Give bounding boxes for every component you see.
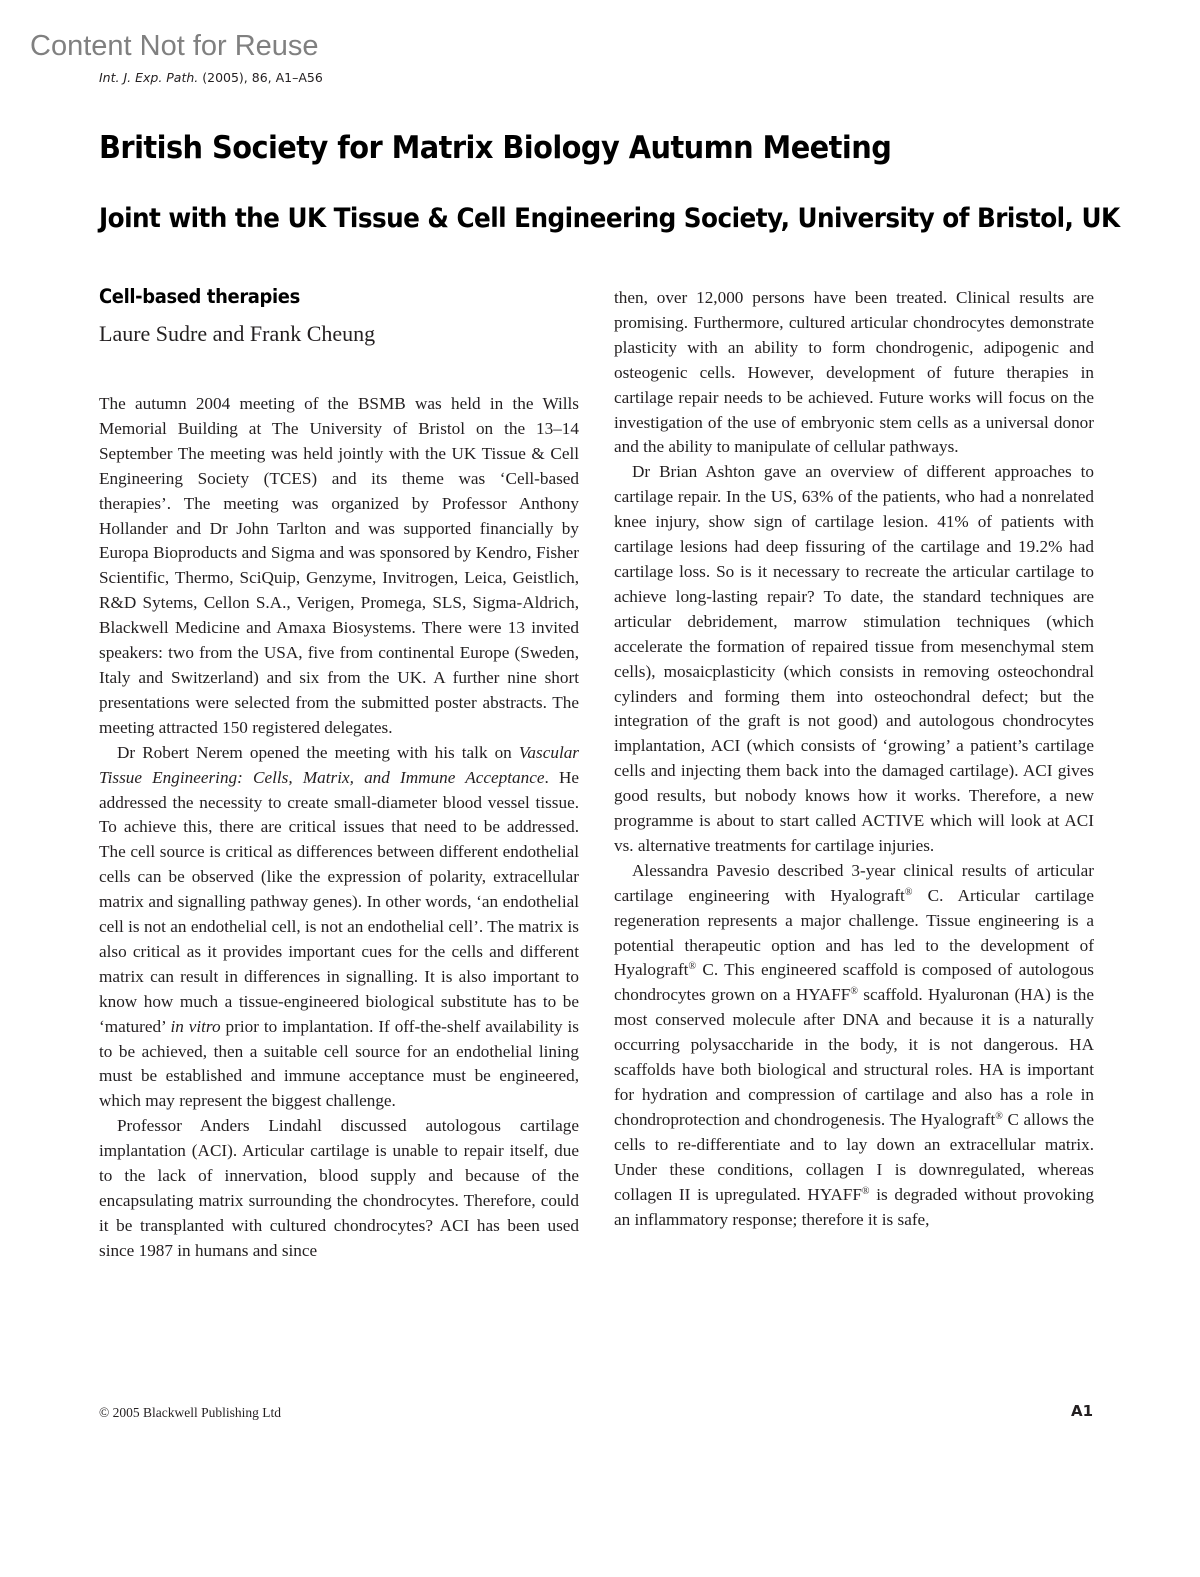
text-segment: Alessandra Pavesio described 3-year clinical results of articular cartilage engineering with Hyalograft bbox=[614, 860, 1094, 905]
paragraph-continued: then, over 12,000 persons have been treated. Clinical results are promising. Furthermore, cultured articular chondrocytes demonstrate plasticity with an ability to form chondrogenic, adipogenic and osteogenic cells. However, development of future therapies in cartilage repair needs to be achieved. Future works will focus on the investigation of the use of embryonic stem cells as a universal donor and the ability to manipulate of cellular pathways. bbox=[614, 288, 1094, 457]
section-heading: Cell-based therapies bbox=[99, 285, 300, 308]
journal-name: Int. J. Exp. Path. bbox=[99, 70, 199, 85]
talk-title: Vascular Tissue Engineering: Cells, Matrix, and Immune Acceptance bbox=[99, 742, 579, 787]
text-segment: C. Articular cartilage regeneration represents a major challenge. Tissue engineering is a potential therapeutic option and has led to the development of Hyalograft bbox=[614, 885, 1094, 980]
text-segment: is degraded without provoking an inflammatory response; therefore it is safe, bbox=[614, 1184, 1094, 1229]
page-subtitle: Joint with the UK Tissue & Cell Engineering Society, University of Bristol, UK bbox=[99, 203, 1120, 234]
italic-term: in vitro bbox=[170, 1016, 221, 1036]
authors: Laure Sudre and Frank Cheung bbox=[99, 321, 376, 346]
page-number: A1 bbox=[1071, 1402, 1094, 1420]
text-segment: Dr Robert Nerem opened the meeting with his talk on bbox=[117, 742, 519, 762]
text-segment: . He addressed the necessity to create small-diameter blood vessel tissue. To achieve this, there are critical issues that need to be addressed. The cell source is critical as differences between different endothelial cells can be observed (like the expression of polarity, extracellular matrix and signalling pathway genes). In other words, ‘an endothelial cell is not an endothelial cell, is not an endothelial cell’. The matrix is also critical as it provides important cues for the cells and different matrix can result in differences in signalling. It is also important to know how much a tissue-engineered biological substitute has to be ‘matured’ bbox=[99, 767, 579, 1036]
registered-mark: ® bbox=[904, 886, 913, 898]
registered-mark: ® bbox=[850, 986, 858, 998]
paragraph-pavesio bbox=[614, 859, 1094, 1233]
page-title: British Society for Matrix Biology Autumn Meeting bbox=[99, 130, 892, 166]
registered-mark: ® bbox=[861, 1185, 870, 1197]
watermark: Content Not for Reuse bbox=[30, 30, 319, 62]
right-column bbox=[614, 286, 1094, 1232]
text-segment: prior to implantation. If off-the-shelf availability is to be achieved, then a suitable cell source for an endothelial lining must be established and immune acceptance must be engineered, which may represent the biggest challenge. bbox=[99, 1016, 579, 1111]
text-segment: scaffold. Hyaluronan (HA) is the most conserved molecule after DNA and because it is a naturally occurring polysaccharide in the body, it is not dangerous. HA scaffolds have both biological and structural roles. HA is important for hydration and compression of cartilage and also has a role in chondroprotection and chondrogenesis. The Hyalograft bbox=[614, 985, 1094, 1129]
left-column bbox=[99, 284, 579, 1264]
text-segment: C. This engineered scaffold is composed of autologous chondrocytes grown on a HYAFF bbox=[614, 960, 1094, 1005]
running-head bbox=[99, 70, 323, 85]
paragraph-lindahl: Professor Anders Lindahl discussed autologous cartilage implantation (ACI). Articular cartilage is unable to repair itself, due to the lack of innervation, blood supply and because of the encapsulating matrix surrounding the chondrocytes. Therefore, could it be transplanted with cultured chondrocytes? ACI has been used since 1987 in humans and since bbox=[99, 1116, 579, 1260]
text-segment: C allows the cells to re-differentiate and to lay down an extracellular matrix. Under these conditions, collagen I is downregulated, whereas collagen II is upregulated. HYAFF bbox=[614, 1109, 1094, 1204]
paragraph-ashton: Dr Brian Ashton gave an overview of different approaches to cartilage repair. In the US, 63% of the patients, who had a nonrelated knee injury, show sign of cartilage lesion. 41% of patients with cartilage lesions had deep fissuring of the cartilage and 19.2% had cartilage loss. So is it necessary to recreate the articular cartilage to achieve long-lasting repair? To date, the standard techniques are articular debridement, marrow stimulation techniques (which accelerate the formation of repaired tissue from mesenchymal stem cells), mosaicplasticity (which consists in removing osteochondral cylinders and forming them into osteochondral defect; but the integration of the graft is not good) and autologous chondrocytes implantation, ACI (which consists of ‘growing’ a patient’s cartilage cells and injecting them back into the damaged cartilage). ACI gives good results, but nobody knows how it works. Therefore, a new programme is about to start called ACTIVE which will look at ACI vs. alternative treatments for cartilage injuries. bbox=[614, 462, 1094, 855]
paragraph-nerem bbox=[99, 741, 579, 1115]
paragraph-intro: The autumn 2004 meeting of the BSMB was held in the Wills Memorial Building at The University of Bristol on the 13–14 September The meeting was held jointly with the UK Tissue & Cell Engineering Society (TCES) and its theme was ‘Cell-based therapies’. The meeting was organized by Professor Anthony Hollander and Dr John Tarlton and was supported financially by Europa Bioproducts and Sigma and was sponsored by Kendro, Fisher Scientific, Thermo, SciQuip, Genzyme, Invitrogen, Leica, Geistlich, R&D Sytems, Cellon S.A., Verigen, Promega, SLS, Sigma-Aldrich, Blackwell Medicine and Amaxa Biosystems. There were 13 invited speakers: two from the USA, five from continental Europe (Sweden, Italy and Switzerland) and six from the UK. A further nine short presentations were selected from the submitted poster abstracts. The meeting attracted 150 registered delegates. bbox=[99, 394, 579, 737]
registered-mark: ® bbox=[688, 961, 697, 973]
journal-citation: (2005), 86, A1–A56 bbox=[198, 70, 323, 85]
registered-mark: ® bbox=[995, 1110, 1003, 1122]
copyright-notice: © 2005 Blackwell Publishing Ltd bbox=[99, 1405, 281, 1420]
